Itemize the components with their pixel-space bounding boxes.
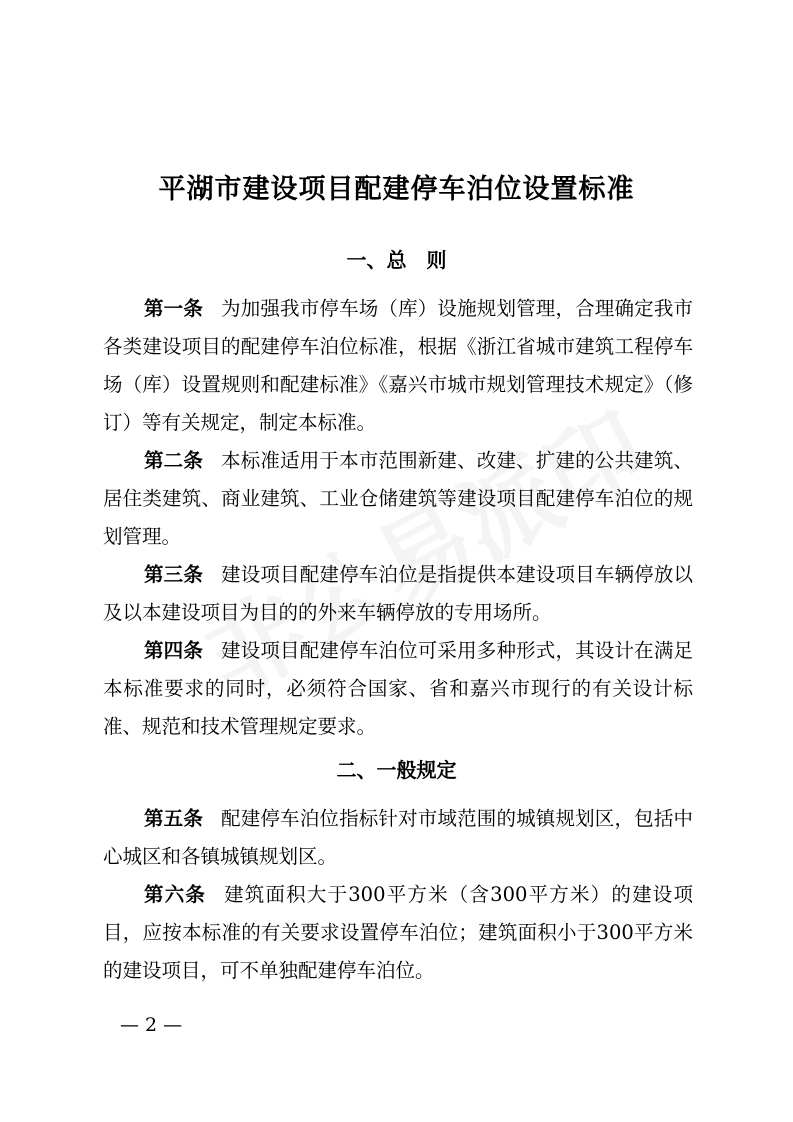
page-number: — 2 — (120, 1014, 183, 1036)
section-heading-general-provisions: 二、一般规定 (336, 758, 457, 782)
article-text: 建设项目配建停车泊位可采用多种形式，其设计在满足本标准要求的同时，必须符合国家、省和嘉兴市现行的有关设计标准、规范和技术管理规定要求。 (103, 639, 693, 738)
document-title: 平湖市建设项目配建停车泊位设置标准 (158, 174, 635, 205)
article-3 (103, 556, 693, 632)
article-text: 配建停车泊位指标针对市域范围的城镇规划区，包括中心城区和各镇城镇规划区。 (103, 807, 693, 868)
article-2 (103, 442, 693, 556)
article-number: 第二条 (144, 449, 204, 472)
section-heading-general: 一、总 则 (346, 248, 447, 272)
article-6 (103, 876, 693, 990)
article-number: 第四条 (144, 639, 204, 662)
article-5 (103, 800, 693, 876)
article-number: 第五条 (144, 807, 204, 830)
article-4 (103, 632, 693, 746)
article-text: 建筑面积大于300平方米（含300平方米）的建设项目，应按本标准的有关要求设置停车泊位；建筑面积小于300平方米的建设项目，可不单独配建停车泊位。 (103, 883, 693, 982)
article-text: 建设项目配建停车泊位是指提供本建设项目车辆停放以及以本建设项目为目的的外来车辆停放的专用场所。 (103, 563, 693, 624)
article-number: 第三条 (144, 563, 204, 586)
article-number: 第六条 (144, 883, 207, 906)
article-1 (103, 290, 693, 442)
article-text: 为加强我市停车场（库）设施规划管理，合理确定我市各类建设项目的配建停车泊位标准，根据《浙江省城市建筑工程停车场（库）设置规则和配建标准》《嘉兴市城市规划管理技术规定》（修订）等有关规定，制定本标准。 (103, 297, 693, 434)
article-text: 本标准适用于本市范围新建、改建、扩建的公共建筑、居住类建筑、商业建筑、工业仓储建筑等建设项目配建停车泊位的规划管理。 (103, 449, 693, 548)
article-number: 第一条 (144, 297, 204, 320)
